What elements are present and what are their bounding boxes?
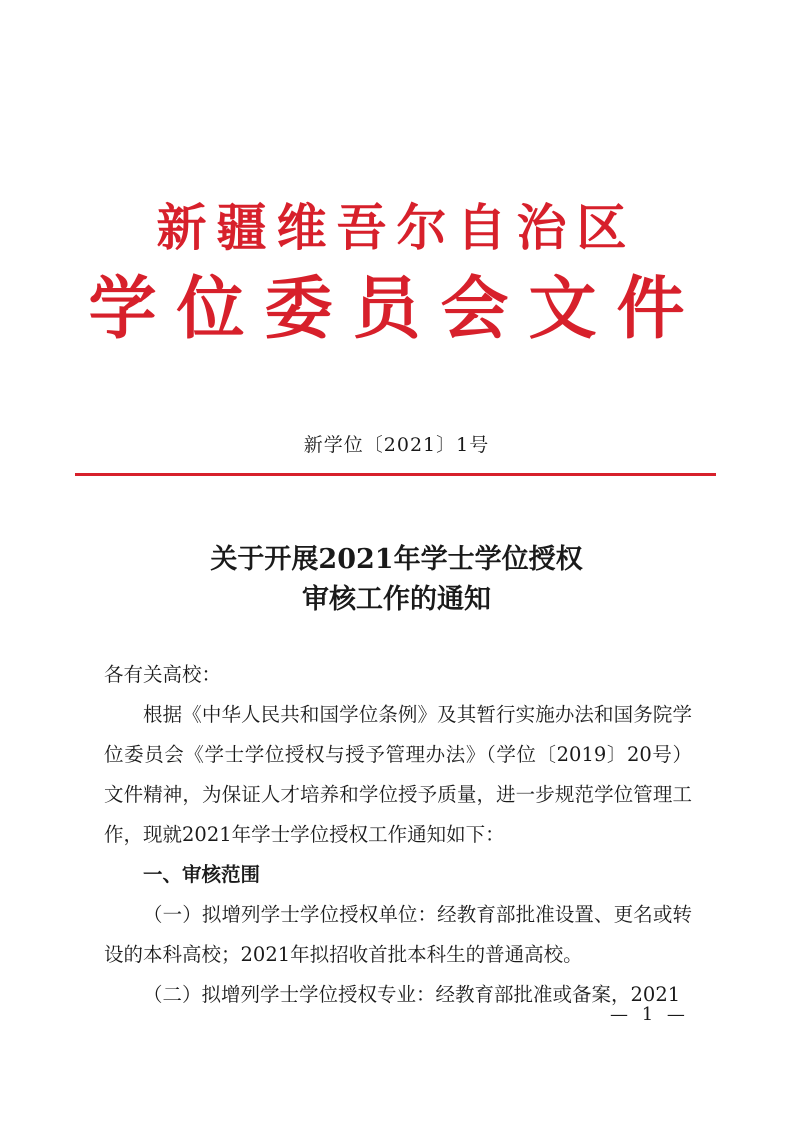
section-heading-scope: 一、审核范围 (143, 863, 261, 886)
red-divider (75, 473, 716, 476)
scope-item-2: （二）拟增列学士学位授权专业：经教育部批准或备案，2021 (143, 983, 681, 1006)
title-line-2: 审核工作的通知 (302, 584, 491, 615)
notice-title (0, 540, 793, 620)
page-number: — 1 — (610, 1004, 689, 1025)
issuer-name: 新疆维吾尔自治区 (156, 198, 637, 257)
document-number: 新学位〔2021〕1号 (303, 434, 490, 456)
document-type-heading: 学位委员会文件 (88, 269, 705, 349)
salutation: 各有关高校： (104, 663, 222, 686)
intro-paragraph: 根据《中华人民共和国学位条例》及其暂行实施办法和国务院学位委员会《学士学位授权与授予管理办法》（学位〔2019〕20号）文件精神，为保证人才培养和学位授予质量，进一步规范学位管理工作，现就2021年学士学位授权工作通知如下： (104, 703, 692, 846)
scope-item-1: （一）拟增列学士学位授权单位：经教育部批准设置、更名或转设的本科高校；2021年拟招收首批本科生的普通高校。 (104, 903, 692, 966)
title-line-1: 关于开展2021年学士学位授权 (210, 544, 583, 575)
notice-body (104, 655, 692, 1015)
